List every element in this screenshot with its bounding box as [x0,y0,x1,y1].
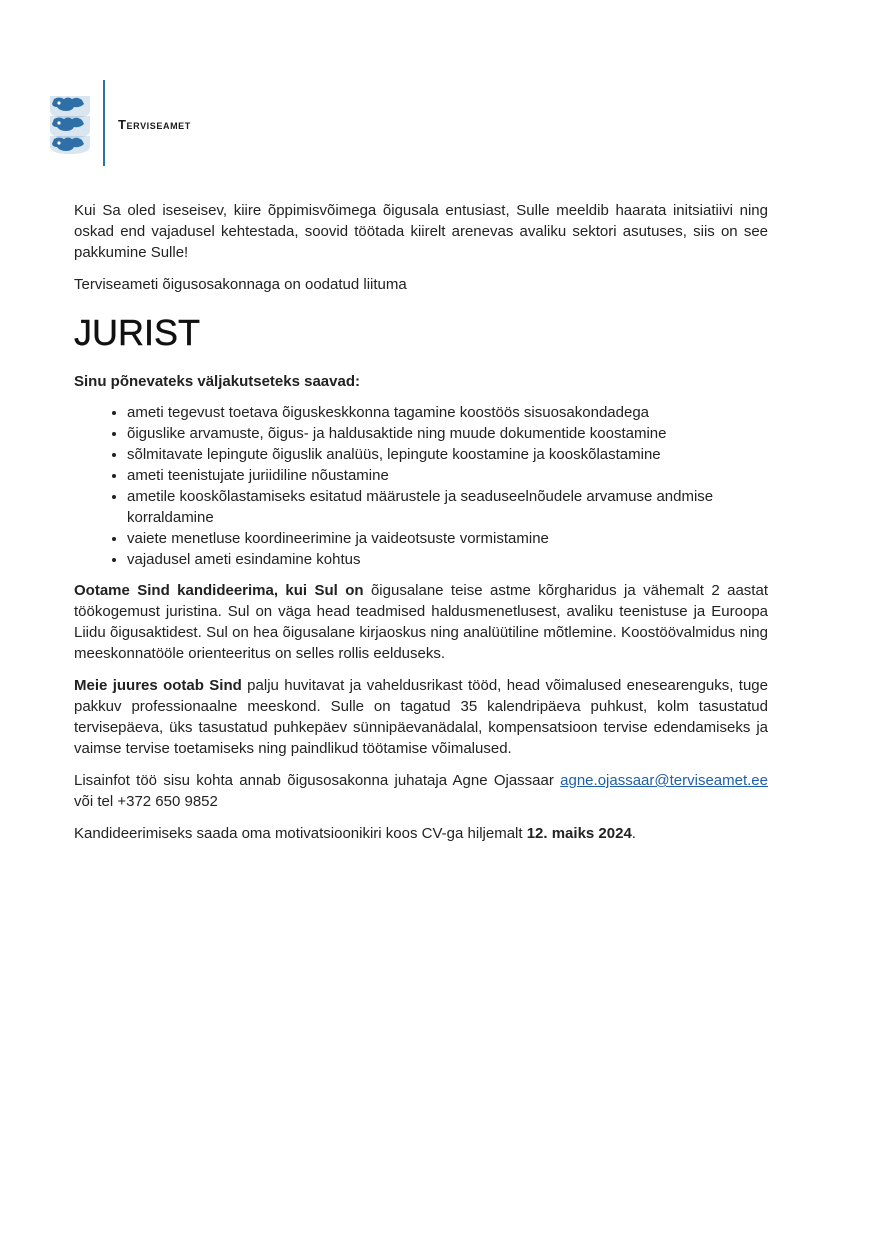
requirements-text: õigusalane teise astme kõrgharidus ja vähemalt 2 aastat töökogemust juristina. Sul on väga head teadmised haldusmenetlusest, avaliku teenistuse ja Euroopa Liidu õigusaktidest. Sul on hea õigusalane kirjaoskus ning analüütiline mõtlemine. Koostöövalmidus ning meeskonnatööle orienteeritus on selles rollis eelduseks. [74,582,768,662]
list-item: • ameti tegevust toetava õiguskeskkonna tagamine koostöös sisuosakondadega [127,402,768,423]
challenges-list [74,402,768,570]
intro-paragraph: Kui Sa oled iseseisev, kiire õppimisvõimega õigusala entusiast, Sulle meeldib haarata initsiatiivi ning oskad end vajadusel kehtestada, soovid töötada kiirelt arenevas avaliku sektori asutuses, siis on see pakkumine Sulle! [74,202,768,261]
requirements-lead: Ootame Sind kandideerima, kui Sul on [74,582,364,599]
contact-paragraph [74,770,768,812]
apply-paragraph [74,823,768,844]
apply-deadline: 12. maiks 2024 [526,825,632,842]
list-item: • ameti teenistujate juriidiline nõustamine [127,465,768,486]
list-item: • vaiete menetluse koordineerimine ja vaideotsuste vormistamine [127,528,768,549]
challenges-heading: Sinu põnevateks väljakutseteks saavad: [74,373,360,390]
list-item: • ametile kooskõlastamiseks esitatud määrustele ja seaduseelnõudele arvamuse andmise korraldamine [127,486,768,528]
list-item: • sõlmitavate lepingute õiguslik analüüs, lepingute koostamine ja kooskõlastamine [127,444,768,465]
list-item: • õiguslike arvamuste, õigus- ja haldusaktide ning muude dokumentide koostamine [127,423,768,444]
contact-phone: või tel +372 650 9852 [74,793,218,810]
offer-lead: Meie juures ootab Sind [74,677,242,694]
estonia-coat-of-arms-icon [48,94,92,154]
contact-email-link[interactable]: agne.ojassaar@terviseamet.ee [560,772,768,789]
agency-name: Terviseamet [118,117,191,132]
apply-text: Kandideerimiseks saada oma motivatsioonikiri koos CV-ga hiljemalt [74,825,527,842]
job-title: JURIST [74,312,200,353]
contact-text: Lisainfot töö sisu kohta annab õigusosakonna juhataja Agne Ojassaar [74,772,561,789]
offer-text: palju huvitavat ja vaheldusrikast tööd, head võimalused enesearenguks, tuge pakkuv professionaalne meeskond. Sulle on tagatud 35 kalendripäeva puhkust, kolm tasustatud tervisepäeva, üks tasustatud puhkepäev sünnipäevanädalal, kompensatsioon tervise edendamiseks ja vaimse tervise toetamiseks ning paindlikud töötamise võimalused. [74,677,768,757]
header-divider [103,80,105,166]
list-item: • vajadusel ameti esindamine kohtus [127,549,768,570]
document-body [74,200,768,855]
offer-paragraph [74,675,768,759]
apply-end: . [631,825,636,842]
requirements-paragraph [74,580,768,664]
join-text: Terviseameti õigusosakonnaga on oodatud liituma [74,276,407,293]
